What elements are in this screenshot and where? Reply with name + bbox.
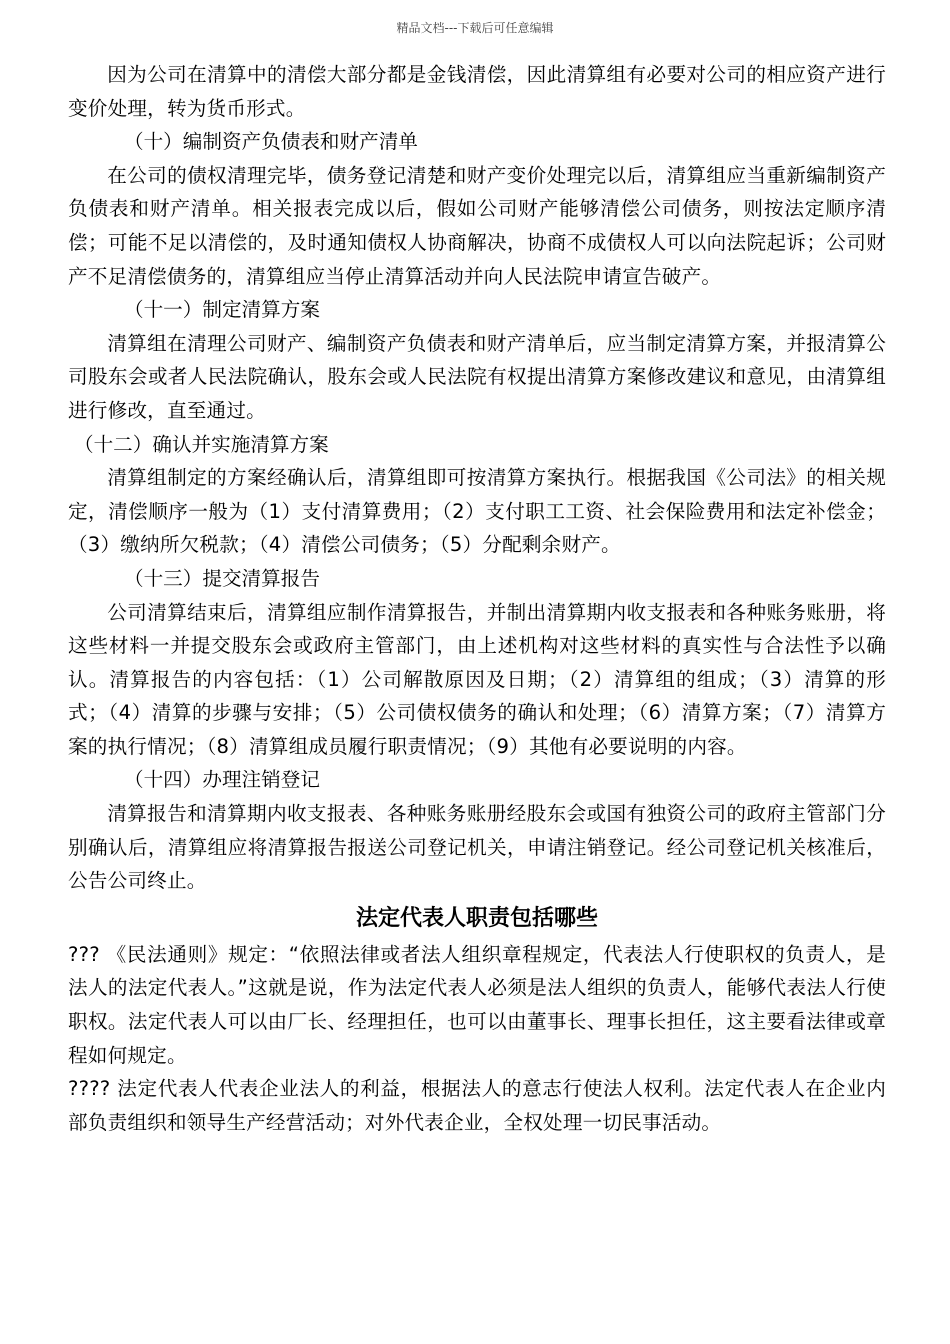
document-body: [68, 58, 886, 1139]
section-heading: （十）编制资产负债表和财产清单: [124, 130, 418, 154]
paragraph: 因为公司在清算中的清偿大部分都是金钱清偿，因此清算组有必要对公司的相应资产进行变价处理，转为货币形式。: [68, 63, 886, 120]
paragraph: 清算报告和清算期内收支报表、各种账务账册经股东会或国有独资公司的政府主管部门分别确认后，清算组应将清算报告报送公司登记机关，申请注销登记。经公司登记机关核准后，公告公司终止。: [68, 802, 886, 893]
page-header: 精品文档---下载后可任意编辑: [396, 21, 554, 35]
section-heading: （十四）办理注销登记: [124, 768, 320, 792]
paragraph: ???? 法定代表人代表企业法人的利益，根据法人的意志行使法人权利。法定代表人在企业内部负责组织和领导生产经营活动；对外代表企业，全权处理一切民事活动。: [68, 1077, 886, 1134]
section-heading: （十二）确认并实施清算方案: [74, 432, 329, 456]
paragraph: 公司清算结束后，清算组应制作清算报告，并制出清算期内收支报表和各种账务账册，将这些材料一并提交股东会或政府主管部门，由上述机构对这些材料的真实性与合法性予以确认。清算报告的内容包括：（1）公司解散原因及日期；（2）清算组的组成；（3）清算的形式；（4）清算的步骤与安排；（5）公司债权债务的确认和处理；（6）清算方案；（7）清算方案的执行情况；（8）清算组成员履行职责情况；（9）其他有必要说明的内容。: [68, 600, 886, 758]
paragraph: ??? 《民法通则》规定：“依照法律或者法人组织章程规定，代表法人行使职权的负责人，是法人的法定代表人。”这就是说，作为法定代表人必须是法人组织的负责人，能够代表法人行使职权。法定代表人可以由厂长、经理担任，也可以由董事长、理事长担任，这主要看法律或章程如何规定。: [68, 942, 886, 1067]
section-heading: （十一）制定清算方案: [124, 298, 320, 322]
paragraph: 清算组制定的方案经确认后，清算组即可按清算方案执行。根据我国《公司法》的相关规定，清偿顺序一般为（1）支付清算费用；（2）支付职工工资、社会保险费用和法定补偿金；（3）缴纳所欠税款；（4）清偿公司债务；（5）分配剩余财产。: [68, 466, 886, 557]
paragraph: 清算组在清理公司财产、编制资产负债表和财产清单后，应当制定清算方案，并报清算公司股东会或者人民法院确认，股东会或人民法院有权提出清算方案修改建议和意见，由清算组进行修改，直至通过。: [68, 331, 886, 422]
paragraph: 在公司的债权清理完毕，债务登记清楚和财产变价处理完以后，清算组应当重新编制资产负债表和财产清单。相关报表完成以后，假如公司财产能够清偿公司债务，则按法定顺序清偿；可能不足以清偿的，及时通知债权人协商解决，协商不成债权人可以向法院起诉；公司财产不足清偿债务的，清算组应当停止清算活动并向人民法院申请宣告破产。: [68, 163, 886, 288]
article-title: 法定代表人职责包括哪些: [355, 905, 598, 931]
section-heading: （十三）提交清算报告: [124, 566, 320, 590]
